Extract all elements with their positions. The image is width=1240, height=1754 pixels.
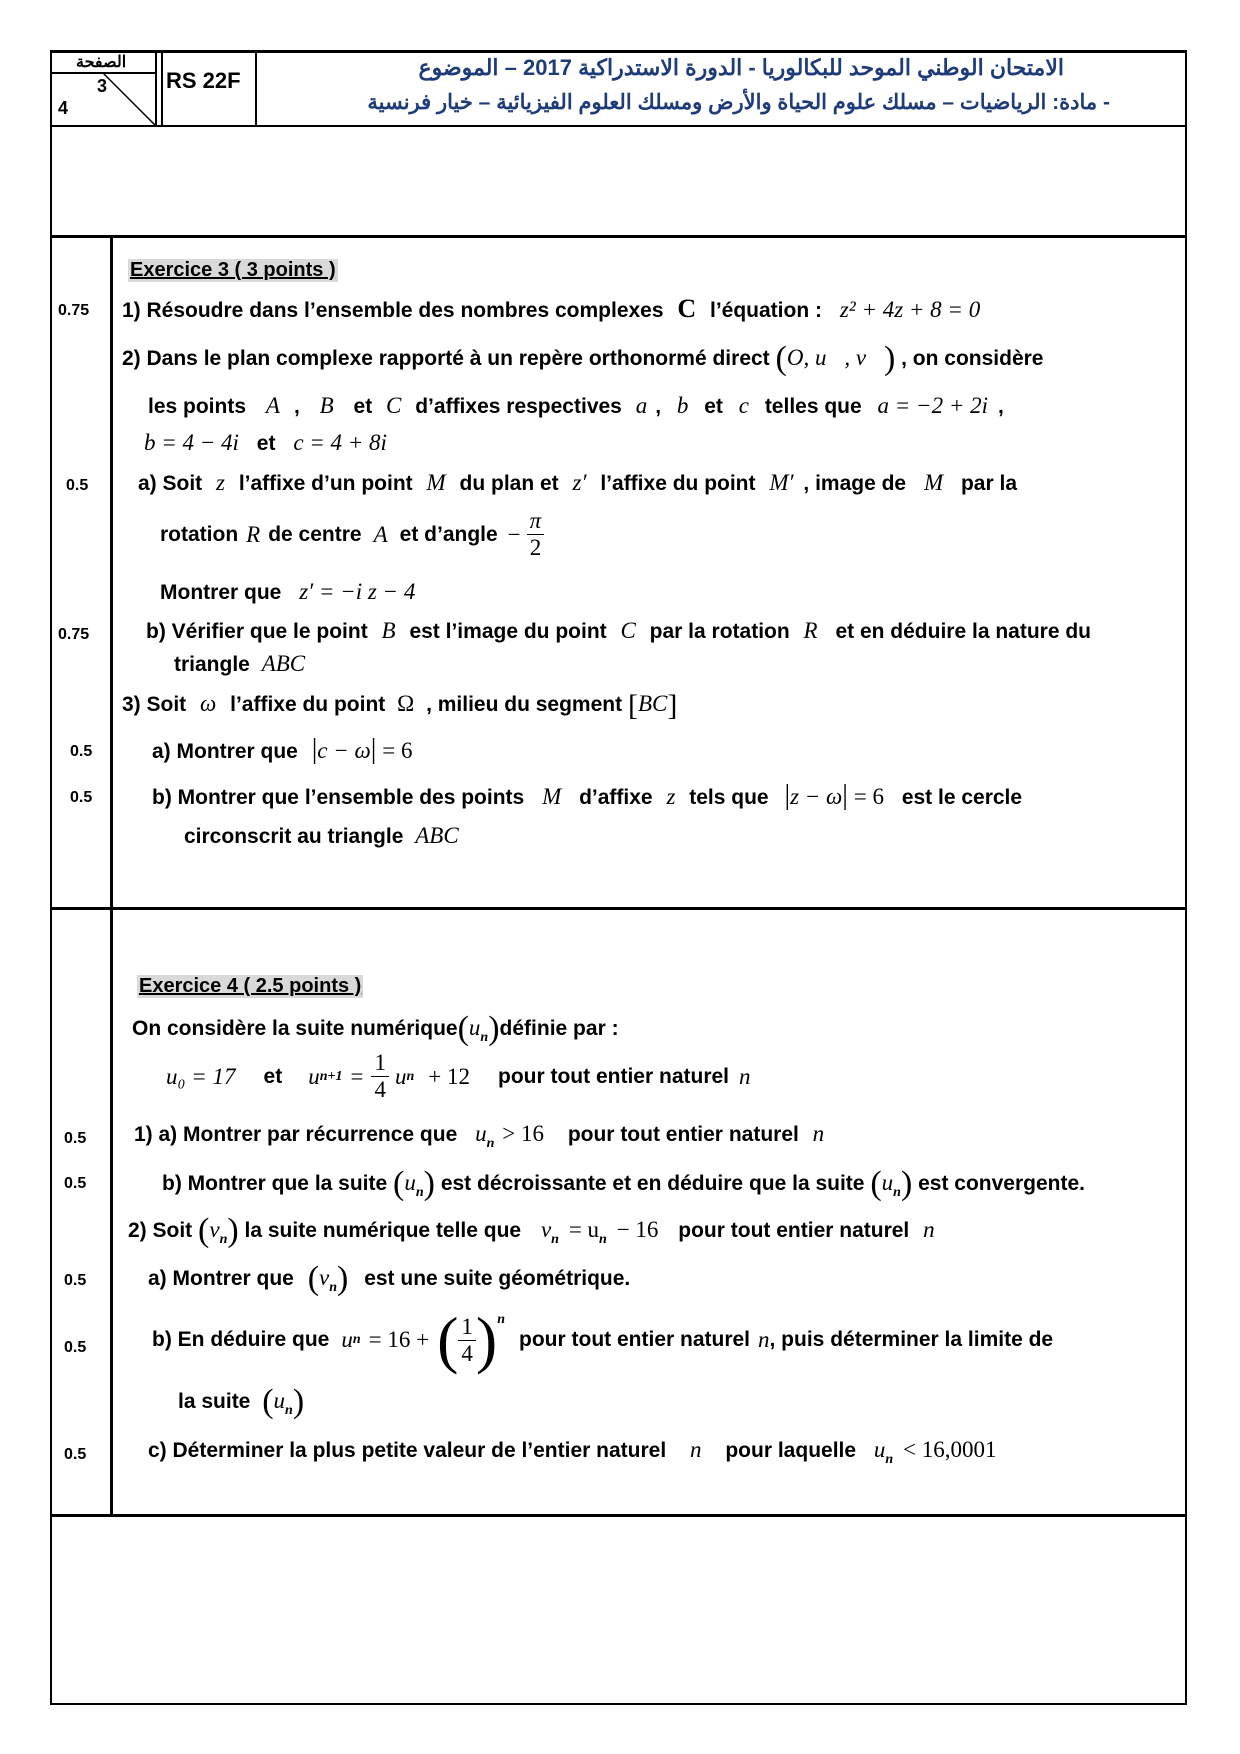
ex4-q2b-text4: la suite <box>178 1390 251 1413</box>
ex4-q2c-points: 0.5 <box>64 1446 87 1463</box>
ex3-q2-text: 2) Dans le plan complexe rapporté à un repère orthonormé direct <box>122 347 770 370</box>
ex4-q2a-text2: est une suite géométrique. <box>364 1267 631 1290</box>
ex3-q3b-z: z <box>666 784 676 809</box>
sep-ex3-top <box>50 235 1187 238</box>
ex4-intro2: définie par : <box>499 1017 619 1040</box>
ex3-qa-M2: M <box>923 470 944 495</box>
ex3-q1-text: 1) Résoudre dans l’ensemble des nombres complexes <box>122 299 664 322</box>
ex4-q2a-points: 0.5 <box>64 1272 87 1289</box>
ex4-u0: u₀ = 17 <box>166 1063 236 1089</box>
ex3-q3b-eq: z − ω <box>790 784 843 809</box>
ex3-qa-z: z <box>216 470 225 495</box>
ex3-qa-rot: rotation <box>160 522 239 546</box>
ex4-q2a-v: v <box>319 1265 330 1290</box>
ex3-qa-text6: par la <box>960 472 1017 495</box>
ex4-q2b-eq: = 16 + <box>368 1327 430 1352</box>
ex3-qa-text5: , image de <box>803 472 907 495</box>
ex3-q3-text3: , milieu du segment <box>426 693 623 716</box>
ex4-q1a-u: u <box>475 1121 487 1146</box>
ex3-qa-zp: z′ <box>572 470 587 495</box>
ex4-q2b-u: u <box>341 1327 353 1352</box>
ex4-q2b-u2: u <box>273 1388 286 1413</box>
ex3-qa-line3 <box>160 579 415 605</box>
ex3-q3-seg: BC <box>637 691 668 716</box>
ex4-q2b-n: n <box>352 1332 361 1347</box>
ex3-qb-R: R <box>803 618 818 643</box>
ex3-qa-R: R <box>246 521 261 547</box>
ex3-qa-show: Montrer que <box>160 581 282 604</box>
ex3-q3-text2: l’affixe du point <box>230 693 386 716</box>
ex4-q2-n3: n <box>599 1232 607 1247</box>
ex4-q1b-points: 0.5 <box>64 1175 87 1192</box>
ex4-q2c-n2: n <box>885 1452 894 1467</box>
ex3-q3a-points: 0.5 <box>70 743 93 760</box>
points-column-line <box>110 237 113 1516</box>
ex4-rec-n: n <box>739 1063 751 1089</box>
ex3-q2-line2a: les points <box>148 395 247 418</box>
ex3-q2-c: c <box>738 393 749 418</box>
sep-ex3-bottom <box>50 907 1187 910</box>
ex3-q3b-line1: b) Montrer que l’ensemble des points M d’affixe z tels que |z − ω| = 6 est le cercle <box>152 780 1023 811</box>
ex3-q3a-text: a) Montrer que <box>152 740 298 763</box>
ex3-q1-set: C <box>677 294 697 323</box>
ex3-q2-line2: les points A , B et C d’affixes respectives a , b et c telles que a = −2 + 2i , <box>148 393 1004 418</box>
ex3-qa-two: 2 <box>529 535 542 560</box>
ex4-q2-eq: = u <box>568 1217 600 1242</box>
ex4-q2c-line <box>148 1437 997 1468</box>
page-label: الصفحة <box>76 54 127 71</box>
ex4-q2-eq2: − 16 <box>616 1217 659 1242</box>
ex3-q2-frame: O, u⃗, v⃗ <box>786 345 884 370</box>
ex4-q1b-n: n <box>415 1185 424 1200</box>
ex4-rec-four: 4 <box>374 1077 386 1102</box>
ex4-q2-text1: 2) Soit <box>128 1219 193 1242</box>
exam-code: RS 22F <box>166 68 241 93</box>
ex3-q2-line3 <box>144 430 387 456</box>
ex3-q3b-M: M <box>542 784 562 809</box>
ex3-qa-minus: − <box>507 521 521 547</box>
ex4-q2b-text1: b) En déduire que <box>152 1328 330 1351</box>
ex3-qa-text3: du plan et <box>459 472 559 495</box>
header-div3 <box>255 50 257 126</box>
ex4-q2-line: 2) Soit $(v_n)$ la suite numérique telle que $v_n = u_n - 16$ pour tout entier naturel n <box>128 1212 935 1249</box>
header-div2 <box>161 50 163 126</box>
ex4-rec-plus: + 12 <box>428 1063 470 1089</box>
ex4-title: Exercice 4 ( 2.5 points ) <box>139 975 362 997</box>
ex3-qa-centre: de centre <box>268 522 362 546</box>
ex3-qa-A: A <box>373 521 388 547</box>
ex4-q2a-n: n <box>329 1280 338 1295</box>
frame-right <box>1185 50 1187 1704</box>
ex4-q2b-four: 4 <box>461 1340 473 1366</box>
ex3-q2-et2: et <box>704 395 723 418</box>
ex3-qb-ABC: ABC <box>261 651 306 676</box>
ex3-q2-et3: et <box>256 432 276 455</box>
ex3-q1-points: 0.75 <box>58 302 90 319</box>
ex4-rec-tail: pour tout entier naturel <box>498 1064 729 1088</box>
ex4-q1a-n2: n <box>812 1121 825 1146</box>
ex3-q2-b: b <box>676 393 689 418</box>
ex4-q2b-one: 1 <box>458 1314 476 1341</box>
ex4-rec-un-sub: n <box>406 1068 415 1084</box>
ex3-q2-cval: c = 4 + 8i <box>293 430 387 455</box>
ex4-q2-tail: pour tout entier naturel <box>678 1219 910 1242</box>
ex4-q2a-text1: a) Montrer que <box>148 1267 294 1290</box>
ex3-qb-line2 <box>174 651 305 677</box>
ex4-q2b-line2: la suite $(u_n)$ <box>178 1383 305 1420</box>
header-line2: - مادة: الرياضيات – مسلك علوم الحياة والأرض ومسلك العلوم الفيزيائية – خيار فرنسية <box>367 91 1110 114</box>
ex3-q3-text1: 3) Soit <box>122 693 187 716</box>
ex4-q2-v: v <box>209 1217 220 1242</box>
ex3-q3b-points: 0.5 <box>70 789 93 806</box>
ex3-q2-aval: a = −2 + 2i <box>877 393 988 418</box>
page-current: 3 <box>97 76 108 96</box>
frame-left <box>50 50 52 1704</box>
ex4-q1a-text: 1) a) Montrer par récurrence que <box>134 1123 458 1146</box>
ex3-q1-text2: l’équation : <box>710 299 822 322</box>
ex4-q2b-exp: n <box>497 1312 506 1327</box>
ex3-q2-bval: b = 4 − 4i <box>144 430 239 455</box>
ex4-def <box>166 1050 751 1103</box>
ex3-qa-Mp: M′ <box>769 470 794 495</box>
ex3-qb-text4: et en déduire la nature du <box>835 620 1092 643</box>
ex4-q1a-line <box>134 1121 824 1152</box>
ex4-q2c-text2: pour laquelle <box>725 1439 857 1462</box>
ex4-q2-n: n <box>219 1232 228 1247</box>
ex3-q3-line: 3) Soit ω l’affixe du point Ω , milieu du segment [BC] <box>122 689 678 722</box>
ex3-q3b-text3: tels que <box>689 786 769 809</box>
ex4-q2c-text1: c) Déterminer la plus petite valeur de l’entier naturel <box>148 1439 667 1462</box>
ex4-q1b-u2: u <box>881 1170 894 1195</box>
ex4-q2b-text2: pour tout entier naturel <box>519 1328 751 1351</box>
ex3-qa-text1: a) Soit <box>138 472 203 495</box>
ex4-q2c-n: n <box>690 1437 702 1462</box>
ex3-q2-et: et <box>353 395 373 418</box>
ex4-q2c-eq: < 16,0001 <box>903 1437 997 1462</box>
ex3-q3b-line2 <box>184 823 459 849</box>
ex3-q2-line2c: telles que <box>764 395 862 418</box>
ex4-rec-lhs: u <box>308 1063 320 1089</box>
sep-ex4-bottom <box>50 1514 1187 1517</box>
ex4-rec-eq: = <box>350 1063 364 1089</box>
ex4-intro: On considère la suite $numérique(u_n)définie$ par : <box>132 1010 619 1047</box>
ex3-q2-line2b: d’affixes respectives <box>415 395 622 418</box>
ex3-q3b-eq2: = 6 <box>853 784 884 809</box>
ex3-q1 <box>122 294 980 324</box>
ex3-qb-line1 <box>146 618 1091 644</box>
ex3-qa-text4: l’affixe du point <box>600 472 756 495</box>
ex4-q2-n2: n <box>551 1232 559 1247</box>
ex4-q1a-n: n <box>486 1136 495 1151</box>
ex3-q3-Omega: Ω <box>397 691 415 716</box>
ex4-q2-v2: v <box>540 1217 552 1242</box>
ex3-q2-a: a <box>635 393 648 418</box>
ex3-qb-text2: est l’image du point <box>409 620 607 643</box>
ex4-q1b-text1: b) Montrer que la suite <box>162 1172 388 1195</box>
header-line1: الامتحان الوطني الموحد للبكالوريا - الدورة الاستدراكية 2017 – الموضوع <box>418 55 1064 80</box>
ex3-qa-line2 <box>160 508 544 561</box>
ex3-q3b-text4: est le cercle <box>901 786 1023 809</box>
ex3-q2: 2) Dans le plan complexe rapporté à un repère orthonormé direct (O, u⃗, v⃗) , on considère <box>122 340 1044 377</box>
ex4-q2a-line: a) Montrer que $(v_n)$ est une suite géométrique. <box>148 1260 631 1297</box>
ex3-qb-points: 0.75 <box>58 626 90 643</box>
ex4-rec-lhs-sub: n+1 <box>319 1068 343 1084</box>
ex3-q3a-eq2: = 6 <box>382 738 413 763</box>
ex3-q3b-text2: d’affixe <box>579 786 653 809</box>
ex4-intro-n: n <box>480 1030 489 1045</box>
ex4-et: et <box>263 1064 283 1088</box>
ex3-qb-B: B <box>381 618 396 643</box>
ex3-q3-omega: ω <box>200 691 217 716</box>
ex4-q2b-text3: , puis déterminer la limite de <box>769 1328 1054 1351</box>
ex4-intro-u: u <box>468 1015 481 1040</box>
ex4-rec-un: u <box>394 1063 407 1089</box>
ex4-q1a-points: 0.5 <box>64 1130 87 1147</box>
ex3-qa-angle: et d’angle <box>399 522 498 546</box>
page-total: 4 <box>58 98 69 118</box>
ex3-qa-text2: l’affixe d’un point <box>238 472 413 495</box>
ex4-q2-n4: n <box>923 1217 935 1242</box>
ex4-q1b-line: b) Montrer que la suite $(u_n)$ est décroissante et en déduire que la suite $(u_n)$ est convergente. <box>162 1165 1086 1202</box>
ex3-q1-eq: z² + 4z + 8 = 0 <box>839 297 981 322</box>
ex4-q1a-tail: pour tout entier naturel <box>567 1123 799 1146</box>
ex3-q3a-eq: c − ω <box>317 738 371 763</box>
ex4-q2b-line1: b) En déduire que u n = 16 + ( $\frac{1}{4}$ ) n pour tout entier naturel n , puis déterminer la limite de <box>152 1304 1054 1375</box>
ex4-q2b-n2: n <box>758 1327 770 1352</box>
ex3-qb-C: C <box>620 618 636 643</box>
ex3-qa-eq: z′ = −i z − 4 <box>299 579 416 604</box>
ex4-q2b-n3: n <box>285 1403 293 1418</box>
ex3-qa-pi: π <box>527 508 545 535</box>
ex3-q3a-line: a) Montrer que |c − ω| = 6 <box>152 734 413 765</box>
ex4-q2b-points: 0.5 <box>64 1339 87 1356</box>
ex4-q2c-u: u <box>873 1437 886 1462</box>
header-top <box>50 50 1187 53</box>
ex3-q2-A: A <box>265 393 280 418</box>
ex3-q2-B: B <box>319 393 334 418</box>
ex3-q3b-text1: b) Montrer que l’ensemble des points <box>152 786 525 809</box>
ex3-qa-points: 0.5 <box>66 477 89 494</box>
ex3-qb-text1: b) Vérifier que le point <box>146 620 368 643</box>
ex3-q2-C: C <box>386 393 402 418</box>
ex3-q2-text2: , on considère <box>901 347 1044 370</box>
ex4-rec-one: 1 <box>371 1050 389 1077</box>
ex4-intro-text: On considère la suite numérique <box>132 1017 458 1040</box>
frame-bottom <box>50 1703 1187 1705</box>
ex3-q3b-text5: circonscrit au triangle <box>184 825 404 848</box>
ex3-qb-text3: par la rotation <box>649 620 790 643</box>
ex4-q1b-n2: n <box>893 1185 901 1200</box>
ex4-q2-text2: la suite numérique telle que <box>244 1219 522 1242</box>
ex4-q1a-eq: > 16 <box>502 1121 544 1146</box>
header-bottom <box>50 125 1187 127</box>
ex3-q3b-ABC: ABC <box>415 823 459 848</box>
ex4-q1b-u: u <box>404 1170 416 1195</box>
ex4-q1b-text2: est décroissante et en déduire que la suite <box>440 1172 865 1195</box>
ex3-qa-M: M <box>426 470 446 495</box>
ex3-qb-text5: triangle <box>174 653 250 676</box>
ex3-title: Exercice 3 ( 3 points ) <box>130 259 336 281</box>
ex4-q1b-text3: est convergente. <box>918 1172 1086 1195</box>
ex3-qa-line1 <box>138 470 1017 496</box>
